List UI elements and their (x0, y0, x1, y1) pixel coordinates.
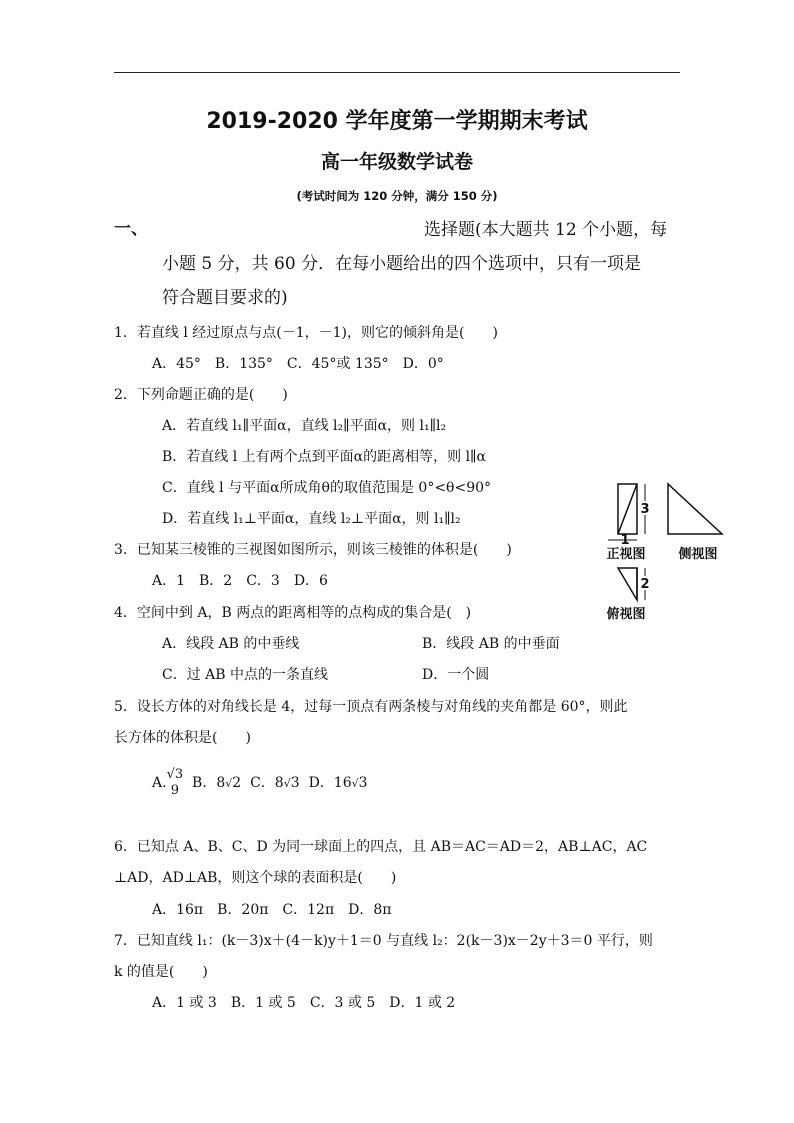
section-title-line1: 选择题(本大题共 12 个小题，每 (424, 220, 668, 240)
q5-option-d: D．16 (308, 775, 352, 791)
exam-subtitle: 高一年级数学试卷 (320, 151, 473, 173)
q4-option-a: A．线段 AB 的中垂线 (162, 636, 300, 652)
three-view-figure (590, 478, 760, 628)
side-view-shape (668, 484, 722, 534)
q3-stem: 3．已知某三棱锥的三视图如图所示，则该三棱锥的体积是( ) (114, 542, 512, 558)
section-number: 一、 (114, 219, 148, 239)
q5-option-c-radicand: 3 (290, 775, 300, 791)
q4-option-c: C．过 AB 中点的一条直线 (162, 667, 329, 683)
front-view-label: 正视图 (606, 547, 646, 562)
q2-option-a: A．若直线 l₁∥平面α，直线 l₂∥平面α，则 l₁∥l₂ (162, 418, 447, 434)
q4-option-b: B．线段 AB 的中垂面 (422, 636, 560, 652)
dim-3-label: 3 (640, 502, 650, 517)
q5-option-a-label: A. (152, 775, 167, 791)
three-view-drawing (590, 478, 760, 628)
q1-stem: 1．若直线 l 经过原点与点(－1，－1)，则它的倾斜角是( ) (114, 325, 498, 341)
q7-options: A．1 或 3 B．1 或 5 C．3 或 5 D．1 或 2 (152, 995, 456, 1011)
q5-option-a-numerator: √3 (166, 767, 184, 782)
q6-line2: ⊥AD，AD⊥AB，则这个球的表面积是( ) (114, 870, 397, 886)
q5-line2: 长方体的体积是( ) (114, 730, 251, 746)
dim-1-label: 1 (620, 533, 630, 548)
top-view-shape (618, 568, 637, 600)
exam-note: (考试时间为 120 分钟，满分 150 分) (296, 189, 498, 203)
q7-line2: k 的值是( ) (114, 964, 208, 980)
top-view-label: 俯视图 (606, 607, 646, 622)
front-view-edge (618, 484, 637, 534)
section-title-line2: 小题 5 分，共 60 分．在每小题给出的四个选项中，只有一项是 (162, 254, 642, 274)
q5-option-c: C．8 (250, 775, 284, 791)
exam-title: 2019-2020 学年度第一学期期末考试 (206, 109, 588, 134)
section-title-line3: 符合题目要求的) (162, 288, 288, 308)
q1-options: A．45° B．135° C．45°或 135° D．0° (152, 356, 444, 372)
q3-options: A．1 B．2 C．3 D．6 (152, 573, 328, 589)
q6-line1: 6．已知点 A、B、C、D 为同一球面上的四点，且 AB＝AC＝AD＝2，AB⊥AC，AC (114, 839, 648, 855)
q4-stem: 4．空间中到 A，B 两点的距离相等的点构成的集合是( ) (114, 605, 472, 621)
dim-2-label: 2 (640, 577, 650, 592)
q2-stem: 2．下列命题正确的是( ) (114, 387, 288, 403)
q5-option-b-radicand: 2 (232, 775, 242, 791)
q5-option-d-radicand: 3 (358, 775, 368, 791)
q6-options: A．16π B．20π C．12π D．8π (152, 902, 392, 918)
q7-line1: 7．已知直线 l₁：(k－3)x＋(4－k)y＋1＝0 与直线 l₂：2(k－3)x－2y＋3＝0 平行，则 (114, 933, 653, 949)
q5-line1: 5．设长方体的对角线长是 4，过每一顶点有两条棱与对角线的夹角都是 60°，则此 (114, 699, 628, 715)
q2-option-b: B．若直线 l 上有两个点到平面α的距离相等，则 l∥α (162, 449, 486, 465)
q5-option-a-denominator: 9 (170, 783, 179, 798)
q4-option-d: D．一个圆 (422, 667, 490, 683)
q2-option-c: C．直线 l 与平面α所成角θ的取值范围是 0°<θ<90° (162, 480, 492, 496)
q5-option-b: B．8 (192, 775, 226, 791)
side-view-label: 侧视图 (678, 547, 718, 562)
top-rule (114, 72, 680, 73)
q2-option-d: D．若直线 l₁⊥平面α，直线 l₂⊥平面α，则 l₁∥l₂ (162, 511, 461, 527)
q5-options: A. √3 9 B．8√2 C．8√3 D．16√3 (152, 767, 368, 798)
